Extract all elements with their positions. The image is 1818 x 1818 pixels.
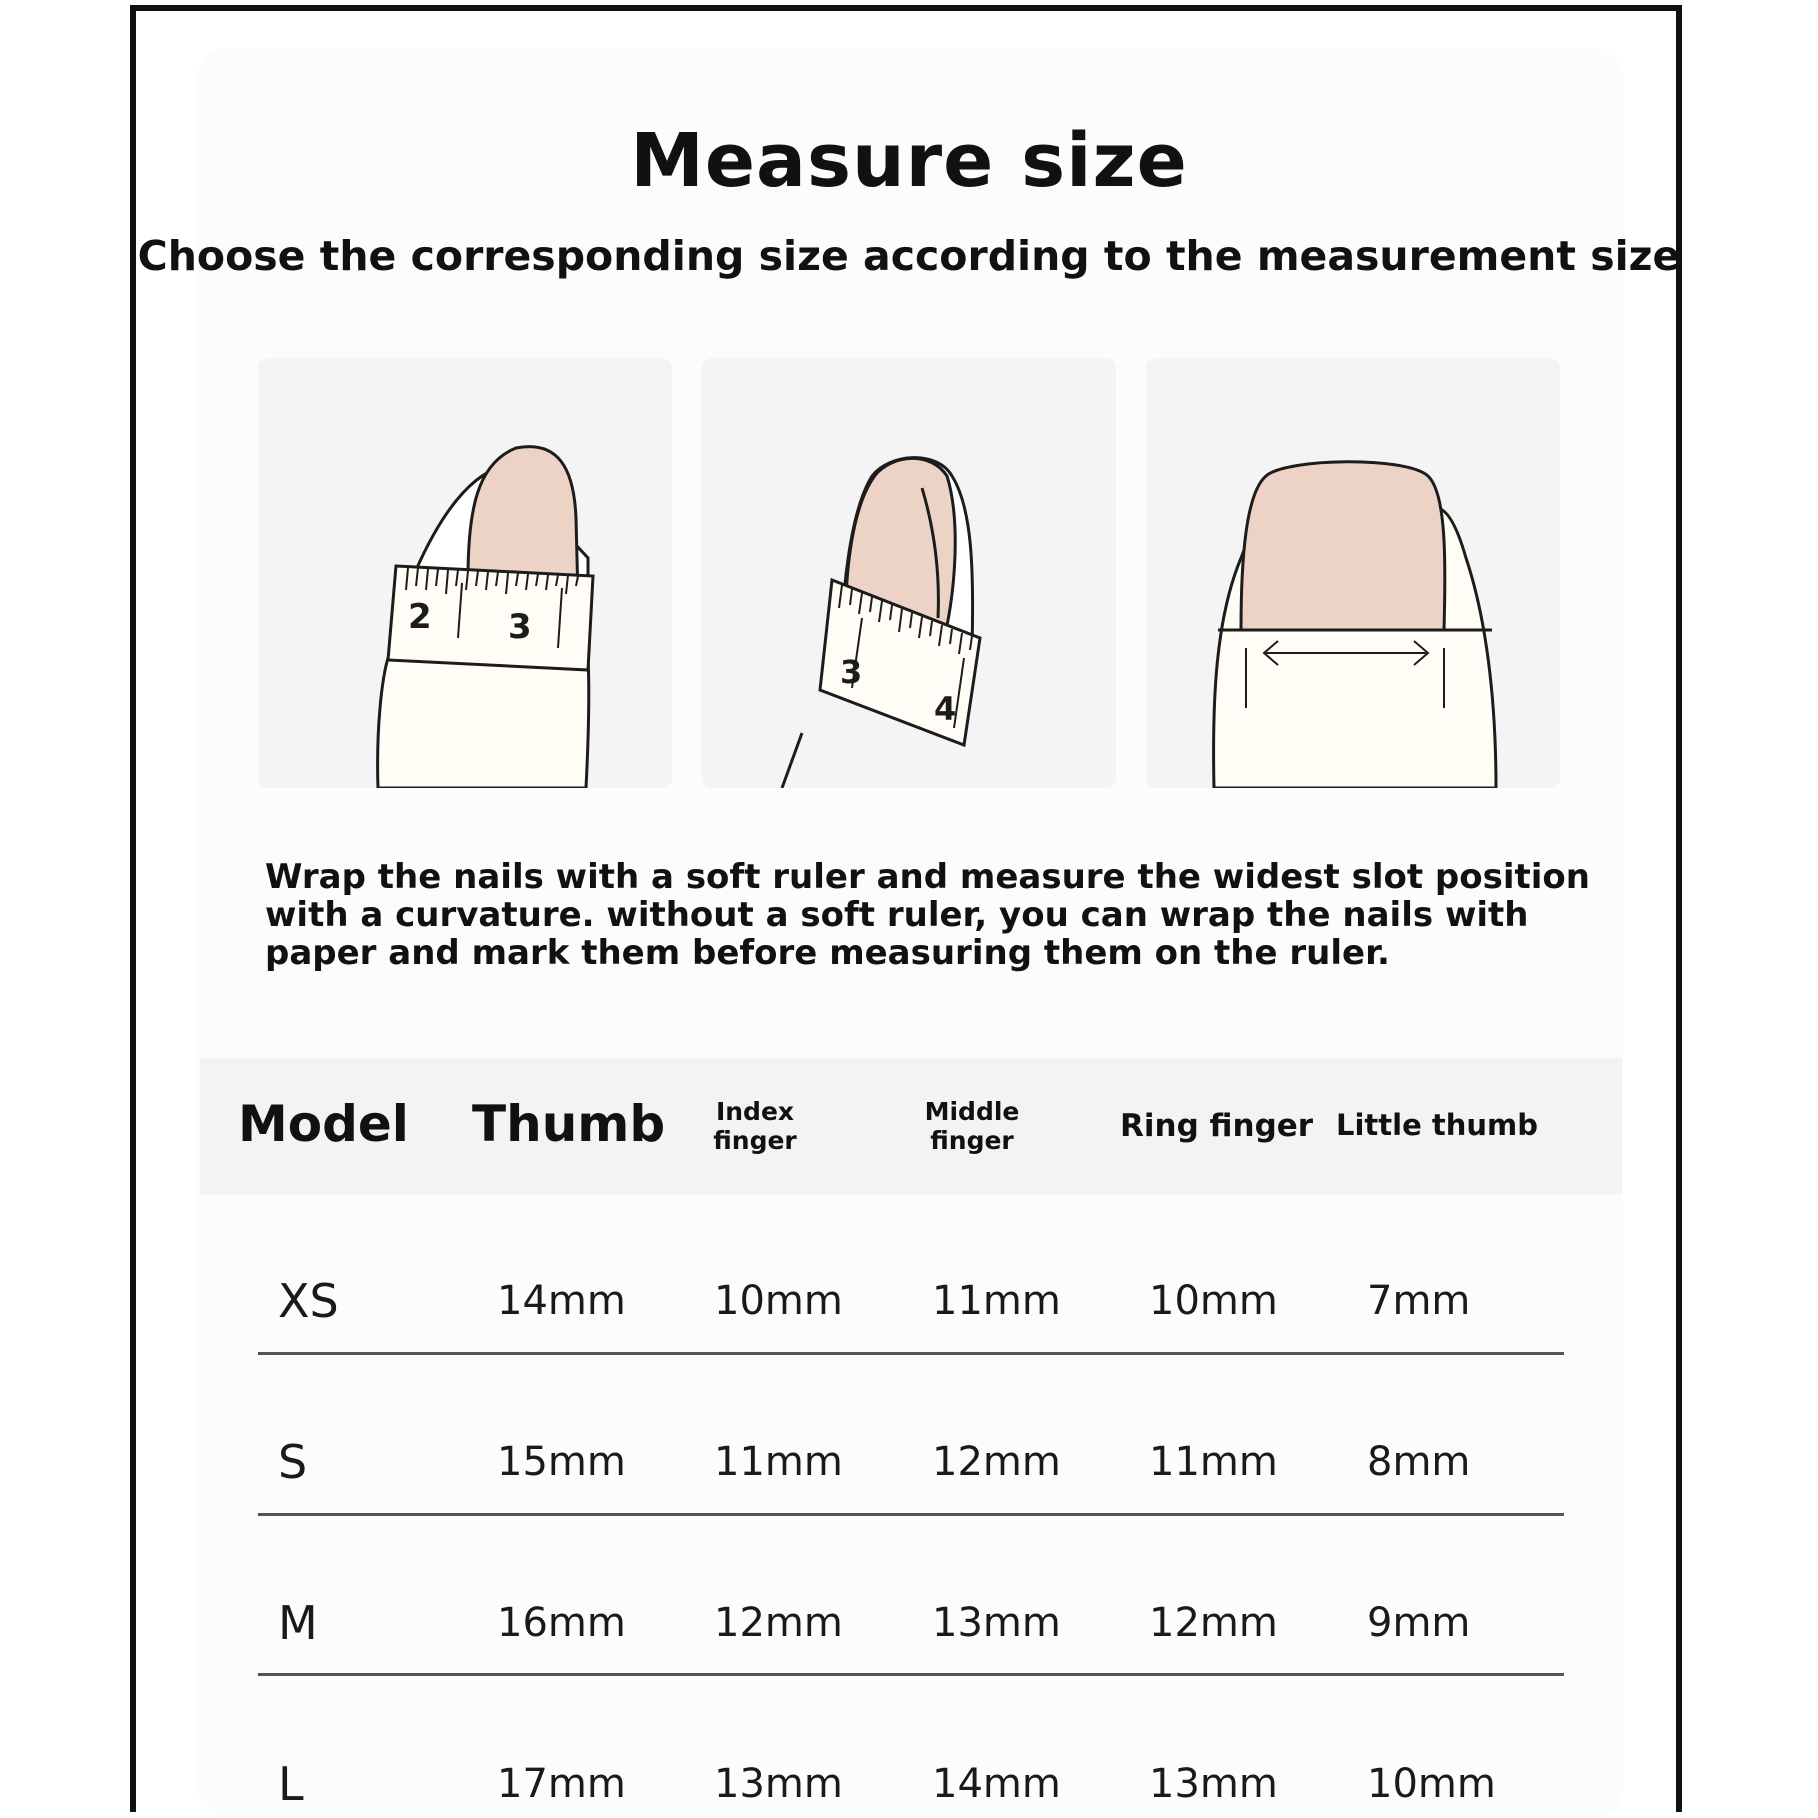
cell-index: 11mm — [714, 1439, 843, 1485]
cell-index: 10mm — [714, 1278, 843, 1324]
page-subtitle: Choose the corresponding size according to the measurement size — [137, 232, 1681, 280]
instructions-text — [265, 858, 1605, 972]
cell-little: 8mm — [1367, 1439, 1471, 1485]
cell-little: 7mm — [1367, 1278, 1471, 1324]
instructions-line: Wrap the nails with a soft ruler and measure the widest slot position — [265, 857, 1590, 897]
cell-model: S — [278, 1435, 308, 1489]
header-index-finger: Index finger — [713, 1097, 797, 1155]
table-row — [0, 1711, 1818, 1818]
cell-middle: 14mm — [932, 1761, 1061, 1807]
finger-ruler-side-icon — [258, 358, 672, 788]
cell-middle: 12mm — [932, 1439, 1061, 1485]
finger-ruler-angled-icon — [702, 358, 1116, 788]
cell-little: 9mm — [1367, 1600, 1471, 1646]
ruler-mark: 3 — [508, 607, 532, 647]
header-middle-finger: Middle finger — [924, 1097, 1020, 1155]
cell-middle: 11mm — [932, 1278, 1061, 1324]
page-title: Measure size — [630, 118, 1188, 204]
cell-thumb: 17mm — [497, 1761, 626, 1807]
cell-index: 12mm — [714, 1600, 843, 1646]
cell-ring: 13mm — [1149, 1761, 1278, 1807]
cell-index: 13mm — [714, 1761, 843, 1807]
table-row — [0, 1389, 1818, 1549]
table-row — [0, 1228, 1818, 1388]
header-little-thumb: Little thumb — [1336, 1108, 1538, 1142]
illustration-front-width — [1146, 358, 1560, 788]
instructions-line: paper and mark them before measuring them on the ruler. — [265, 933, 1390, 973]
cell-model: L — [278, 1757, 304, 1811]
row-divider — [258, 1513, 1564, 1516]
cell-thumb: 14mm — [497, 1278, 626, 1324]
table-row — [0, 1550, 1818, 1710]
cell-ring: 10mm — [1149, 1278, 1278, 1324]
row-divider — [258, 1352, 1564, 1355]
ruler-mark: 2 — [408, 597, 432, 637]
cell-ring: 11mm — [1149, 1439, 1278, 1485]
finger-width-arrow-icon — [1146, 358, 1560, 788]
header-thumb: Thumb — [472, 1095, 666, 1153]
cell-model: XS — [278, 1274, 339, 1328]
illustration-angled-wrap — [702, 358, 1116, 788]
ruler-mark: 3 — [840, 653, 863, 691]
illustration-side-wrap — [258, 358, 672, 788]
cell-thumb: 15mm — [497, 1439, 626, 1485]
ruler-mark: 4 — [934, 690, 957, 728]
cell-little: 10mm — [1367, 1761, 1496, 1807]
header-ring-finger: Ring finger — [1120, 1108, 1314, 1144]
header-model: Model — [238, 1095, 409, 1153]
row-divider — [258, 1673, 1564, 1676]
cell-thumb: 16mm — [497, 1600, 626, 1646]
cell-middle: 13mm — [932, 1600, 1061, 1646]
cell-model: M — [278, 1596, 318, 1650]
instructions-line: with a curvature. without a soft ruler, you can wrap the nails with — [265, 895, 1529, 935]
cell-ring: 12mm — [1149, 1600, 1278, 1646]
